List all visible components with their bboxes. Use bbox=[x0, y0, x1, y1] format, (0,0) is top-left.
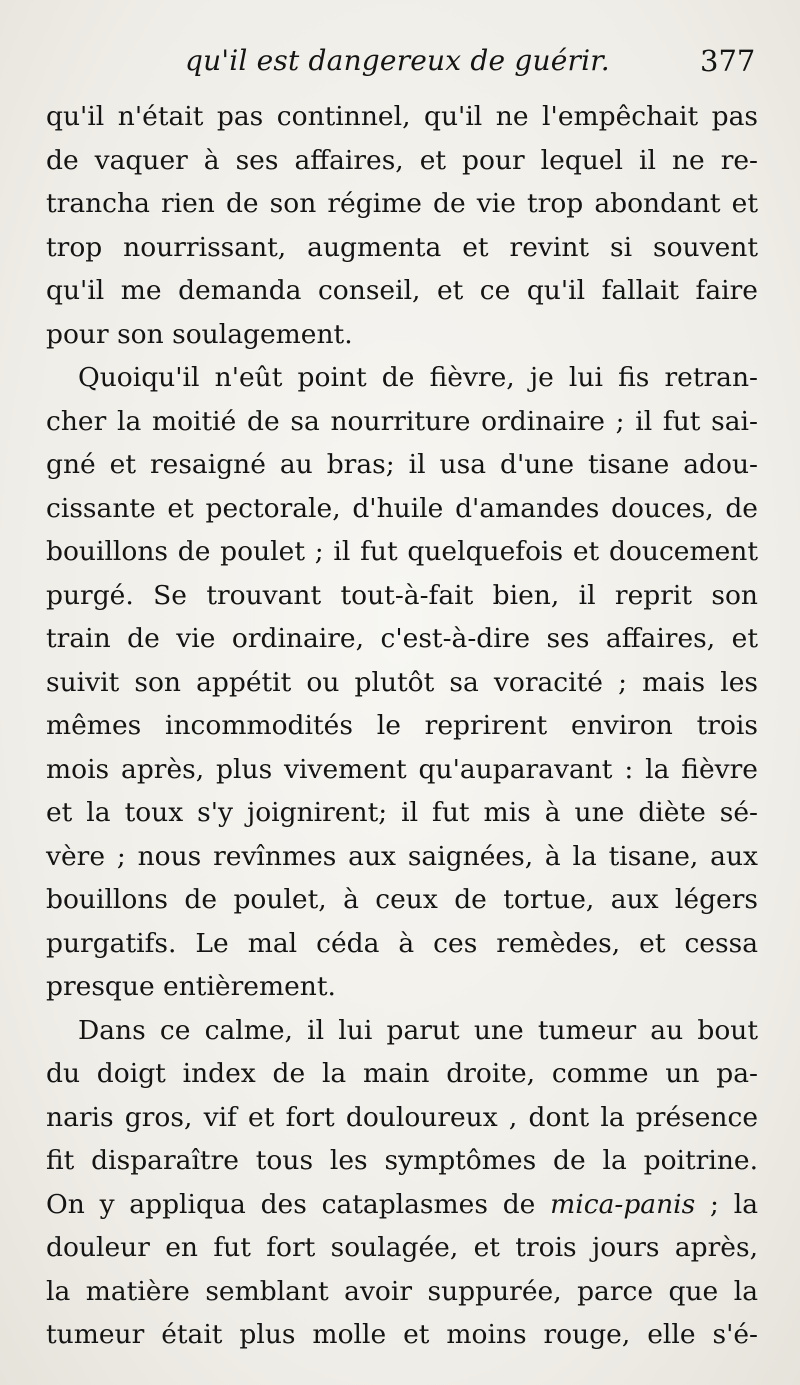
text-line: purgé. Se trouvant tout-à-fait bien, il reprit son bbox=[46, 579, 758, 611]
text-line: la matière semblant avoir suppurée, parce que la bbox=[46, 1275, 758, 1307]
text-line: cissante et pectorale, d'huile d'amandes douces, de bbox=[46, 492, 758, 524]
body-text bbox=[46, 95, 758, 1357]
text-line: vère ; nous revînmes aux saignées, à la tisane, aux bbox=[46, 840, 758, 872]
text-line: douleur en fut fort soulagée, et trois jours après, bbox=[46, 1232, 758, 1263]
text-line: qu'il me demanda conseil, et ce qu'il fallait faire bbox=[46, 275, 758, 306]
text-line: de vaquer à ses affaires, et pour lequel il ne re- bbox=[46, 144, 758, 176]
text-line: fit disparaître tous les symptômes de la poitrine. bbox=[46, 1145, 758, 1176]
text-line: pour son soulagement. bbox=[46, 318, 353, 350]
text-line: trancha rien de son régime de vie trop abondant et bbox=[46, 188, 758, 219]
page-number: 377 bbox=[700, 44, 756, 78]
text-line: qu'il n'était pas continnel, qu'il ne l'empêchait pas bbox=[46, 101, 758, 132]
text-line: gné et resaigné au bras; il usa d'une tisane adou- bbox=[46, 449, 758, 480]
text-line: presque entièrement. bbox=[46, 971, 336, 1002]
text-line: suivit son appétit ou plutôt sa voracité ; mais les bbox=[46, 666, 758, 698]
text-line: mois après, plus vivement qu'auparavant : la fièvre bbox=[46, 753, 758, 785]
text-line: purgatifs. Le mal céda à ces remèdes, et cessa bbox=[46, 927, 758, 959]
paragraph-start-line: Quoiqu'il n'eût point de fièvre, je lui fis retran- bbox=[78, 362, 758, 393]
text-line: cher la moitié de sa nourriture ordinaire ; il fut sai- bbox=[46, 405, 758, 437]
text-line: et la toux s'y joignirent; il fut mis à une diète sé- bbox=[46, 797, 758, 828]
text-line: naris gros, vif et fort douloureux , dont la présence bbox=[46, 1101, 758, 1133]
text-segment: On y appliqua des cataplasmes de bbox=[46, 1188, 551, 1220]
text-line: tumeur était plus molle et moins rouge, elle s'é- bbox=[46, 1319, 758, 1350]
text-line bbox=[46, 1183, 758, 1227]
text-line: train de vie ordinaire, c'est-à-dire ses affaires, et bbox=[46, 623, 758, 654]
text-line: trop nourrissant, augmenta et revint si souvent bbox=[46, 231, 758, 263]
text-segment: ; la bbox=[695, 1188, 758, 1220]
text-line: du doigt index de la main droite, comme un pa- bbox=[46, 1058, 758, 1089]
running-title: qu'il est dangereux de guérir. bbox=[185, 44, 610, 77]
running-head bbox=[0, 38, 800, 88]
text-line: mêmes incommodités le reprirent environ trois bbox=[46, 710, 758, 741]
text-line: bouillons de poulet, à ceux de tortue, aux légers bbox=[46, 884, 758, 915]
italic-term: mica-panis bbox=[550, 1188, 696, 1220]
paragraph-start-line: Dans ce calme, il lui parut une tumeur au bout bbox=[78, 1014, 758, 1046]
text-line: bouillons de poulet ; il fut quelquefois et doucement bbox=[46, 536, 758, 567]
